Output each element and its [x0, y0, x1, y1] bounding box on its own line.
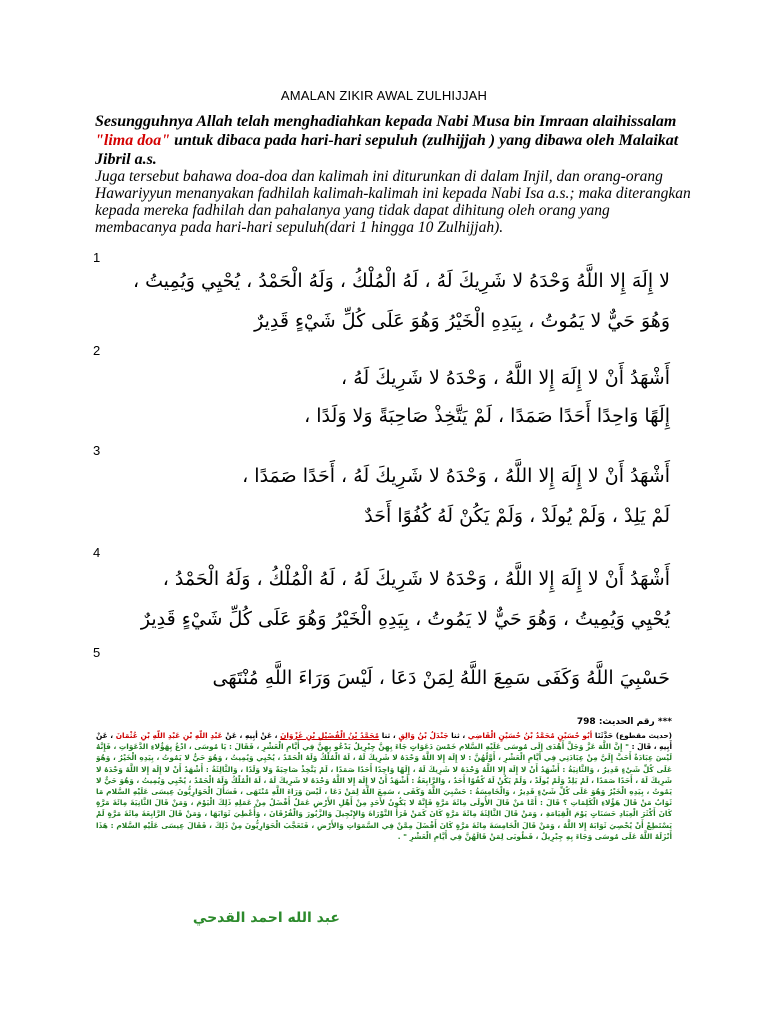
intro-paragraph-1: [95, 112, 695, 169]
prayer-4-line-1: أَشْهَدُ أَنْ لا إِلَهَ إِلا اللَّهُ ، وَحْدَهُ لا شَرِيكَ لَهُ ، لَهُ الْمُلْكُ ، وَلَهُ الْحَمْدُ ،: [162, 568, 670, 590]
intro-text-1b: untuk dibaca pada hari-hari sepuluh (zulhijjah ) yang dibawa oleh Malaikat Jibril a.s.: [95, 132, 679, 168]
prayer-3-line-2: لَمْ يَلِدْ ، وَلَمْ يُولَدْ ، وَلَمْ يَكُنْ لَهُ كُفُوًا أَحَدٌ: [364, 505, 670, 527]
prayer-number-5: 5: [93, 645, 101, 660]
prayer-2-line-1: أَشْهَدُ أَنْ لا إِلَهَ إِلا اللَّهُ ، وَحْدَهُ لا شَرِيكَ لَهُ ،: [341, 367, 670, 389]
prayer-number-3: 3: [93, 443, 101, 458]
intro-paragraph-2: Juga tersebut bahawa doa-doa dan kalimah ini diturunkan di dalam Injil, dan orang-orang Hawariyyun menanyakan fadhilah kalimah-kalimah ini kepada Nabi Isa a.s.; maka diterangkan kepada mereka fadhilah dan pahalanya yang tidak dapat dihitung oleh orang yang membacanya pada hari-hari sepuluh(dari 1 hingga 10 Zulhijjah).: [95, 168, 691, 236]
prayer-3-line-1: أَشْهَدُ أَنْ لا إِلَهَ إِلا اللَّهُ ، وَحْدَهُ لا شَرِيكَ لَهُ ، أَحَدًا صَمَدًا ،: [242, 465, 670, 487]
hadith-narrator-underlined: مُحَمَّدُ بْنُ الْفُضَيْلِ بْنِ غَزْوَانَ: [280, 731, 380, 740]
prayer-number-1: 1: [93, 250, 101, 265]
hadith-segment: ، ثنا: [379, 731, 399, 740]
prayer-2-line-2: إِلَهًا وَاحِدًا أَحَدًا صَمَدًا ، لَمْ يَتَّخِذْ صَاحِبَةً وَلا وَلَدًا ،: [304, 405, 670, 427]
hadith-narrator: أَبُو حُسَيْنٍ مُحَمَّدُ بْنُ حُسَيْنٍ الْقَاضِي: [467, 731, 593, 740]
hadith-segment: ، عَنْ أَبِيهِ ، عَنْ: [222, 731, 281, 740]
hadith-text: [96, 730, 672, 864]
hadith-segment: (حديث مقطوع) حَدَّثَنَا: [592, 731, 672, 740]
prayer-1-line-1: لا إِلَهَ إِلا اللَّهُ وَحْدَهُ لا شَرِيكَ لَهُ ، لَهُ الْمُلْكُ ، وَلَهُ الْحَمْدُ ، يُحْيِي وَيُمِيتُ ،: [132, 270, 670, 292]
hadith-matn: " إِنَّ اللَّهَ عَزَّ وَجَلَّ أَهْدَى إِلَى مُوسَى عَلَيْهِ السَّلام خَمْسَ دَعَوَاتٍ جَاءَ بِهِنَّ جِبْرِيلُ يَدْعُو بِهِنَّ فِي أَيَّامِ الْعَشْرِ ، فَقَالَ : يَا مُوسَى ، ادْعُ بِهَؤُلاءِ الدَّعَوَاتِ ، فَإِنَّهُ لَيْسَ عِبَادَةٌ أَحَبَّ إِلَيَّ مِنْ عِبَادَتِي فِي أَيَّامِ الْعَشْرِ ، أَوَّلُهُنَّ : لا إِلَهَ إِلا اللَّهُ وَحْدَهُ لا شَرِيكَ لَهُ ، لَهُ الْمُلْكُ وَلَهُ الْحَمْدُ ، يُحْيِي وَيُمِيتُ ، وَهُوَ حَيٌّ لا يَمُوتُ ، بِيَدِهِ الْخَيْرُ ، وَهُوَ عَلَى كُلِّ شَيْءٍ قَدِيرٌ ، وَالثَّانِيَةُ : أَشْهَدُ أَنْ لا إِلَهَ إِلا اللَّهُ وَحْدَهُ لا شَرِيكَ لَهُ ، إِلَهًا وَاحِدًا أَحَدًا صَمَدًا ، لَمْ يَتَّخِذْ صَاحِبَةً وَلا وَلَدًا ، وَالثَّالِثَةُ : أَشْهَدُ أَنْ لا إِلَهَ إِلا اللَّهُ وَحْدَهُ لا شَرِيكَ لَهُ ، أَحَدًا صَمَدًا ، لَمْ يَلِدْ وَلَمْ يُولَدْ ، وَلَمْ يَكُنْ لَهُ كُفُوًا أَحَدٌ ، وَالرَّابِعَةُ : أَشْهَدُ أَنْ لا إِلَهَ إِلا اللَّهُ وَحْدَهُ لا شَرِيكَ لَهُ ، لَهُ الْمُلْكُ وَلَهُ الْحَمْدُ ، يُحْيِي وَيُمِيتُ ، وَهُوَ حَيٌّ لا يَمُوتُ ، بِيَدِهِ الْخَيْرُ وَهُوَ عَلَى كُلِّ شَيْءٍ قَدِيرٌ ، وَالْخَامِسَةُ : حَسْبِيَ اللَّهُ وَكَفَى ، سَمِعَ اللَّهُ لِمَنْ دَعَا ، لَيْسَ وَرَاءَ اللَّهِ مُنْتَهَى ، فَسَأَلَ الْحَوَارِيُّونَ عِيسَى عَلَيْهِ السَّلام مَا ثَوَابُ مَنْ قَالَ هَؤُلاءِ الْكَلِمَاتِ ؟ قَالَ : أَمَّا مَنْ قَالَ الأُولَى مِائَةَ مَرَّةٍ فَإِنَّهُ لا يَكُونُ لأَحَدٍ مِنْ أَهْلِ الأَرْضِ عَمَلٌ أَفْضَلُ مِنْ عَمَلِهِ ذَلِكَ الْيَوْمَ ، وَمَنْ قَالَ الثَّانِيَةَ مِائَةَ مَرَّةٍ كَانَ أَكْثَرَ الْعِبَادِ حَسَنَاتٍ يَوْمَ الْقِيَامَةِ ، وَمَنْ قَالَ الثَّالِثَةَ مِائَةَ مَرَّةٍ كَانَ كَمَنْ قَرَأَ التَّوْرَاةَ وَالإِنْجِيلَ وَالزَّبُورَ وَالْفُرْقَانَ ، وَأُعْطِيَ ثَوَابَهَا ، وَمَنْ قَالَ الرَّابِعَةَ مِائَةَ مَرَّةٍ لَمْ يَسْتَطِعْ أَنْ يُحْصِيَ ثَوَابَهُ إِلا اللَّهُ ، وَمَنْ قَالَ الْخَامِسَةَ مِائَةَ مَرَّةٍ كَانَ أَفْضَلَ مِمَّنْ فِي السَّمَوَاتِ وَالأَرْضِ ، فَتَعَجَّبَ الْحَوَارِيُّونَ مِنْ ذَلِكَ ، فَقَالَ عِيسَى عَلَيْهِ السَّلام : هَذَا أَنْزَلَهُ اللَّهُ عَلَى مُوسَى وَجَاءَ بِهِ جِبْرِيلُ ، فَطُوبَى لِمَنْ قَالَهُنَّ فِي أَيَّامِ الْعَشْرِ " .: [96, 742, 672, 841]
prayer-number-2: 2: [93, 343, 101, 358]
intro-text-1a: Sesungguhnya Allah telah menghadiahkan kepada Nabi Musa bin Imraan alaihissalam: [95, 113, 677, 130]
prayer-number-4: 4: [93, 545, 101, 560]
prayer-5-line-1: حَسْبِيَ اللَّهُ وَكَفَى سَمِعَ اللَّهُ لِمَنْ دَعَا ، لَيْسَ وَرَاءَ اللَّهِ مُنْتَهَى: [212, 667, 670, 689]
hadith-segment: ، ثنا: [448, 731, 468, 740]
hadith-narrator: عَبْدِ اللَّهِ بْنِ عَبْدِ اللَّهِ بْنِ عُثْمَانَ: [115, 731, 223, 740]
hadith-narrator: جَنْدَلُ بْنُ وَالِقٍ: [398, 731, 449, 740]
author-signature: عبد الله احمد القدحي: [192, 910, 340, 926]
prayer-1-line-2: وَهُوَ حَيٌّ لا يَمُوتُ ، بِيَدِهِ الْخَيْرُ وَهُوَ عَلَى كُلِّ شَيْءٍ قَدِيرٌ: [254, 310, 670, 332]
hadith-header: *** رقم الحديث: 798: [576, 717, 672, 727]
intro-highlight: "lima doa": [95, 132, 171, 149]
hadith-segment: ، عَنْ أَبِيهِ ، قَالَ :: [96, 731, 672, 752]
prayer-4-line-2: يُحْيِي وَيُمِيتُ ، وَهُوَ حَيٌّ لا يَمُوتُ ، بِيَدِهِ الْخَيْرُ وَهُوَ عَلَى كُلِّ شَيْءٍ قَدِيرٌ: [140, 608, 670, 630]
page-title: AMALAN ZIKIR AWAL ZULHIJJAH: [280, 88, 488, 103]
